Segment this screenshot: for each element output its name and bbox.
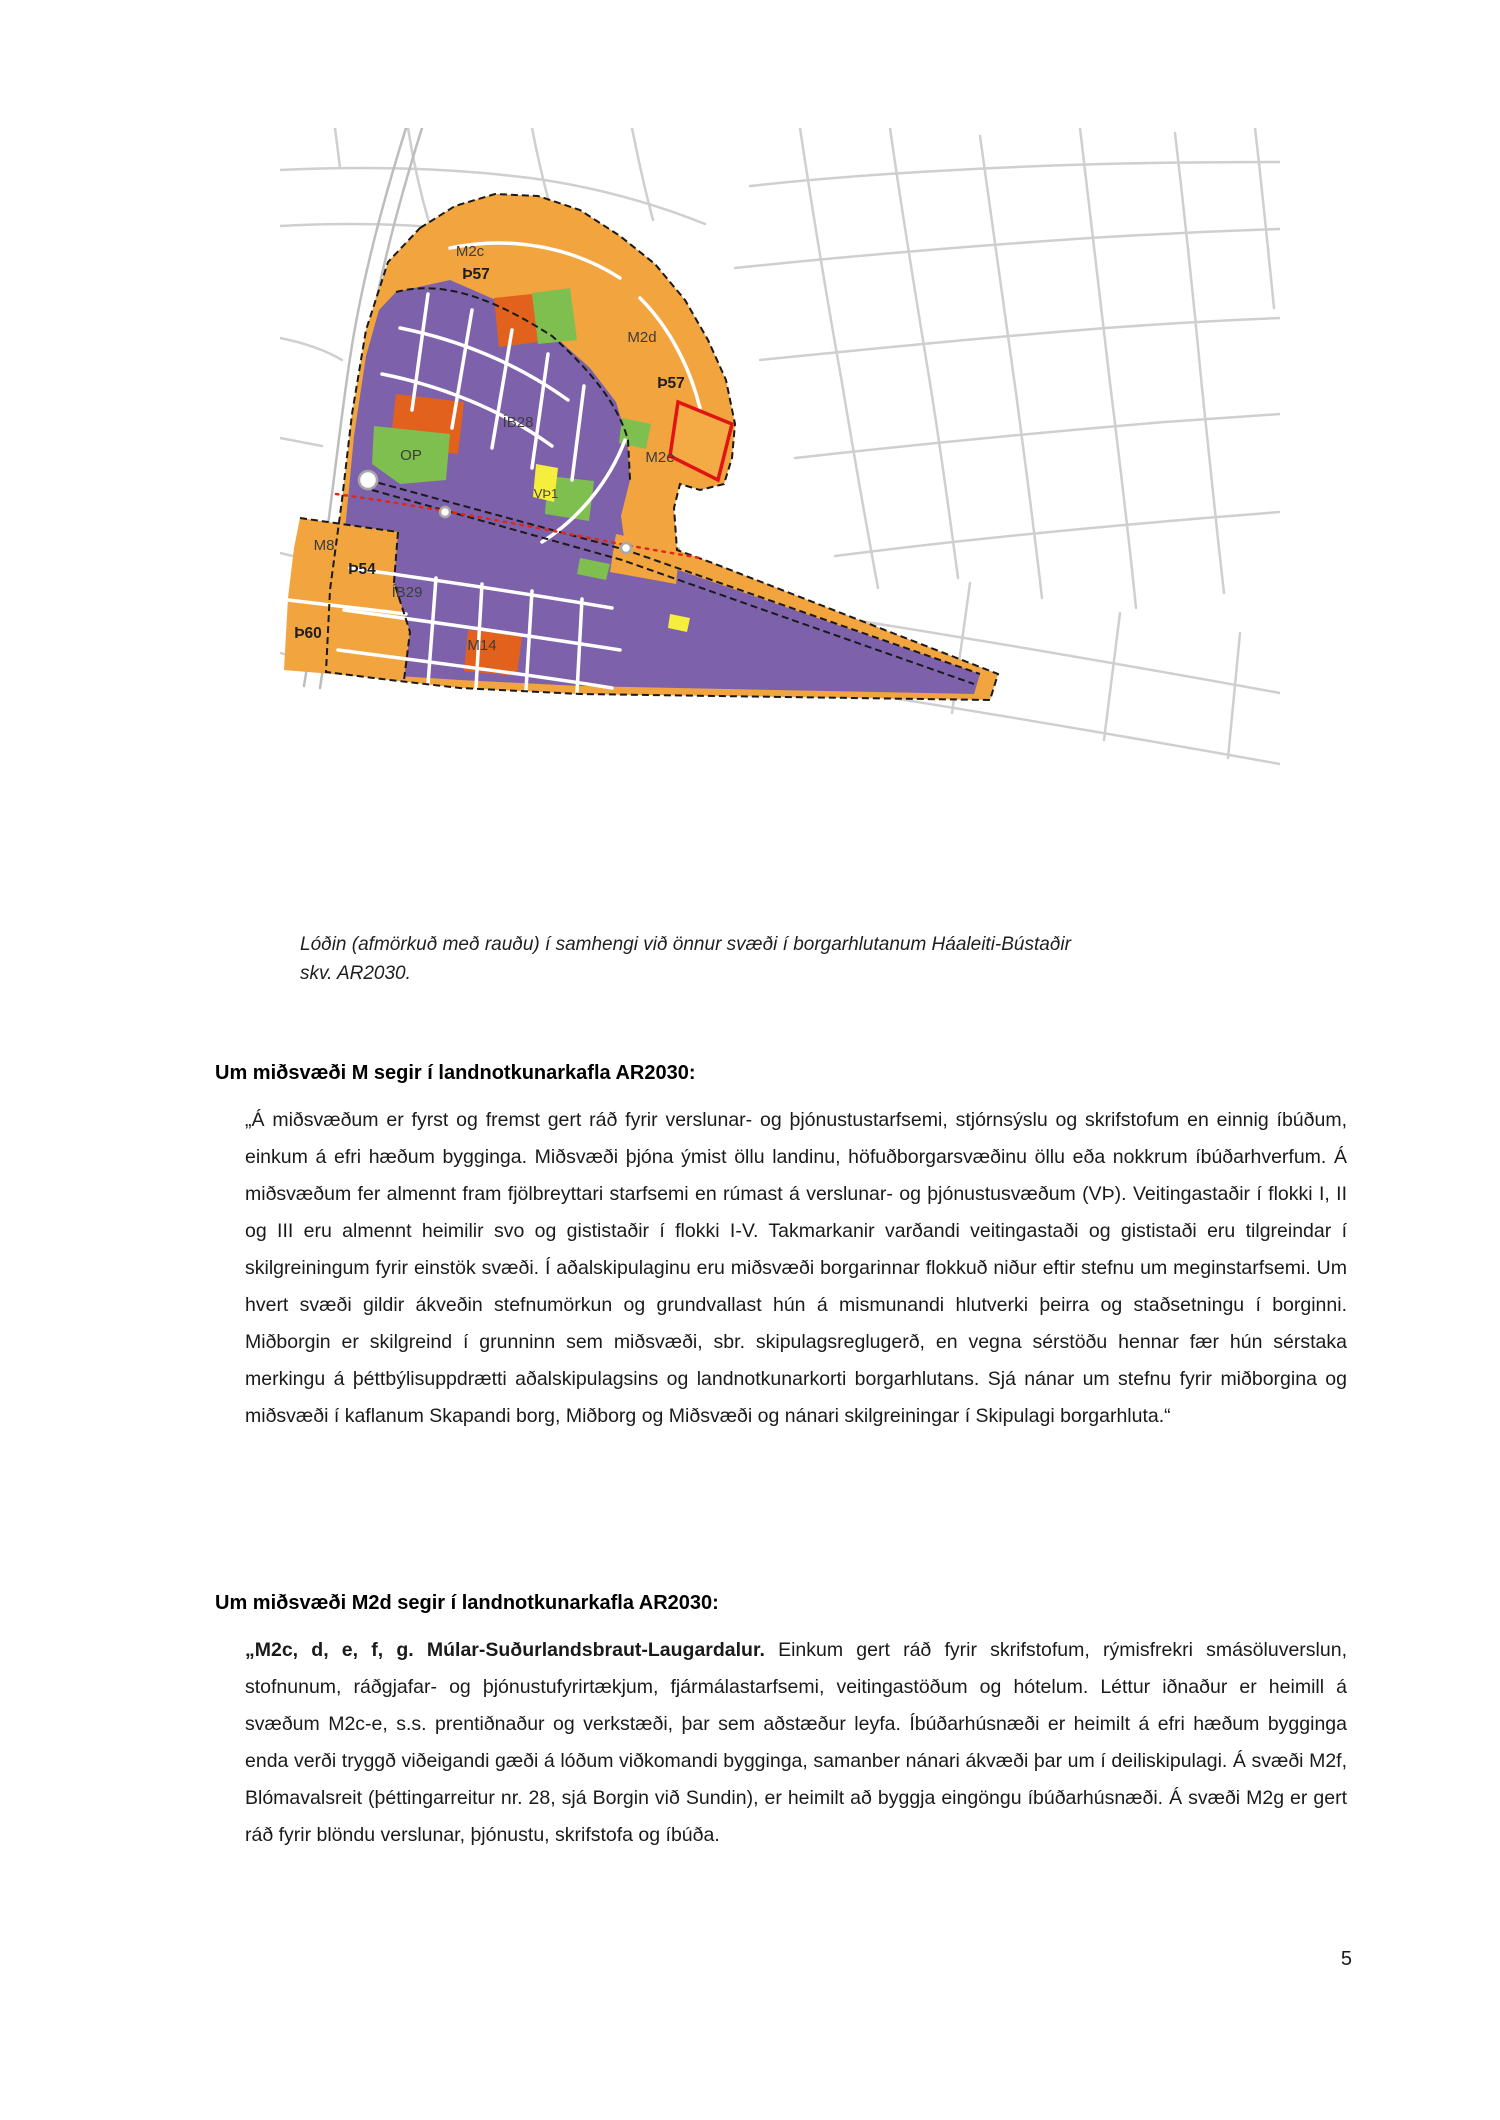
map-label-m14: M14 <box>467 637 497 654</box>
map-label-th54: Þ54 <box>348 561 376 578</box>
junction-icon <box>621 543 631 553</box>
map-label-m8: M8 <box>313 537 335 554</box>
map-label-th57b: Þ57 <box>657 375 685 392</box>
zone-darkorange-2 <box>494 294 538 347</box>
map-label-th60: Þ60 <box>294 625 322 642</box>
page-number: 5 <box>1340 1948 1352 1970</box>
map-label-vp1: VÞ1 <box>533 486 559 501</box>
map-caption-line1: Lóðin (afmörkuð með rauðu) í samhengi við önnur svæði í borgarhlutanum Háaleiti-Bústaðir <box>300 934 1071 955</box>
paragraph-m2d <box>245 1632 1347 1854</box>
zoning-map-figure <box>280 128 1280 918</box>
paragraph-m: „Á miðsvæðum er fyrst og fremst gert ráð fyrir verslunar- og þjónustustarfsemi, stjórnsýslu og skrifstofum en einnig íbúðum, einkum á efri hæðum bygginga. Miðsvæði þjóna ýmist öllu landinu, höfuðborgarsvæðinu öllu eða nokkrum íbúðarhverfum. Á miðsvæðum fer almennt fram fjölbreyttari starfsemi en rúmast á verslunar- og þjónustusvæðum (VÞ). Veitingastaðir í flokki I, II og III eru almennt heimilir svo og gististaðir í flokki I-V. Takmarkanir varðandi veitingastaði og gististaði eru tilgreindar í skilgreiningum fyrir einstök svæði. Í aðalskipulaginu eru miðsvæði borgarinnar flokkuð niður eftir stefnu um meginstarfsemi. Um hvert svæði gildir ákveðin stefnumörkun og grundvallast hún á mismunandi hlutverki þeirra og staðsetningu í borginni. Miðborgin er skilgreind í grunninn sem miðsvæði, sbr. skipulagsreglugerð, en vegna sérstöðu hennar fær hún sérstaka merkingu á þéttbýlisuppdrætti aðalskipulagsins og landnotkunarkorti borgarhlutans. Sjá nánar um stefnu fyrir miðborgina og miðsvæði í kaflanum Skapandi borg, Miðborg og Miðsvæði og nánari skilgreiningar í Skipulagi borgarhluta.“ <box>245 1109 1347 1427</box>
map-label-m2c: M2c <box>455 243 485 260</box>
section-heading-m: Um miðsvæði M segir í landnotkunarkafla AR2030: <box>215 1062 696 1084</box>
map-label-ib29: ÍB29 <box>391 584 423 601</box>
map-caption-line2: skv. AR2030. <box>300 963 411 984</box>
map-label-th57a: Þ57 <box>462 266 490 283</box>
zoning-map-svg <box>280 128 1280 918</box>
section-heading-m2d: Um miðsvæði M2d segir í landnotkunarkafla AR2030: <box>215 1592 719 1614</box>
paragraph-m2d-body: Einkum gert ráð fyrir skrifstofum, rýmisfrekri smásöluverslun, stofnunum, ráðgjafar- og þjónustufyrirtækjum, fjármálastarfsemi, veitingastöðum og hótelum. Léttur iðnaður er heimill á svæðum M2c-e, s.s. prentiðnaður og verkstæði, þar sem aðstæður leyfa. Íbúðarhúsnæði er heimilt á efri hæðum bygginga enda verði tryggð viðeigandi gæði á lóðum viðkomandi bygginga, samanber nánari ákvæði þar um í deiliskipulagi. Á svæði M2f, Blómavalsreit (þéttingarreitur nr. 28, sjá Borgin við Sundin), er heimilt að byggja eingöngu íbúðarhúsnæði. Á svæði M2g er gert ráð fyrir blöndu verslunar, þjónustu, skrifstofa og íbúða. <box>245 1639 1347 1846</box>
junction-icon <box>440 507 450 517</box>
roundabout-icon <box>359 471 377 489</box>
map-label-ib28: ÍB28 <box>502 414 534 431</box>
paragraph-m2d-lead: „M2c, d, e, f, g. Múlar-Suðurlandsbraut-Laugardalur. <box>245 1639 765 1661</box>
map-caption <box>300 930 1205 988</box>
map-label-m2d: M2d <box>627 329 657 346</box>
map-label-op: OP <box>400 447 422 464</box>
zone-green-2 <box>532 288 577 344</box>
map-label-m2e: M2e <box>645 449 675 466</box>
